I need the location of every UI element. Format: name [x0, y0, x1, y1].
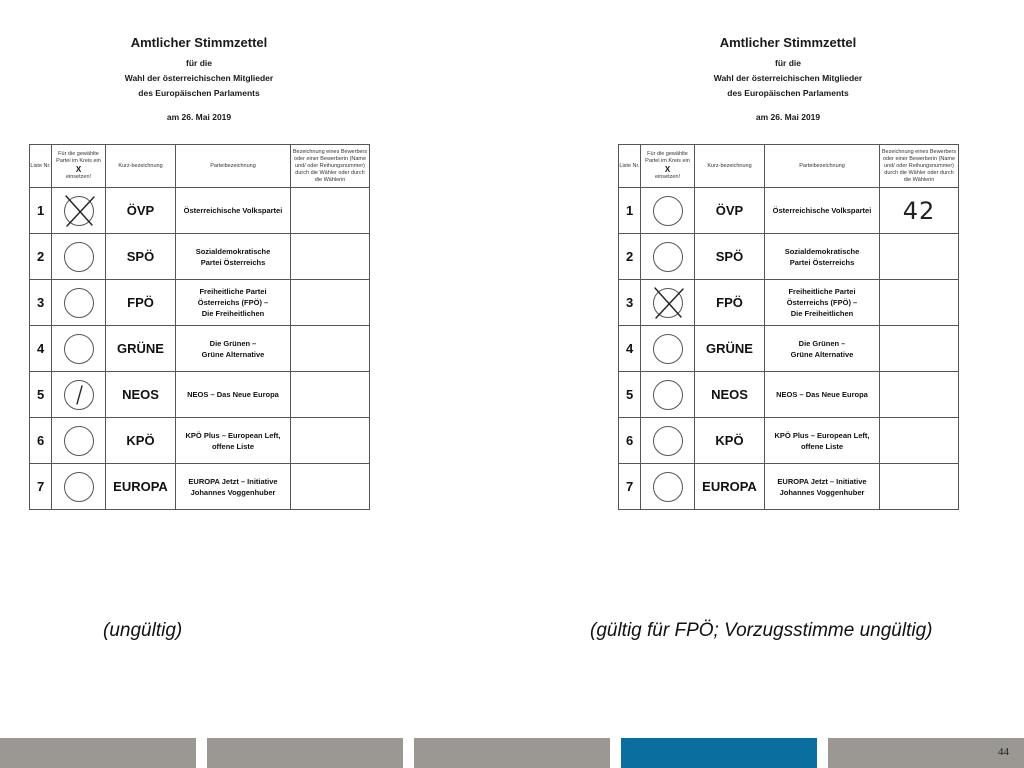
- vote-circle[interactable]: [653, 472, 683, 502]
- party-name-line: Partei Österreichs: [200, 257, 266, 267]
- ballot-rows: [619, 188, 959, 510]
- preference-vote-cell[interactable]: [880, 418, 959, 464]
- col-header-mark-text: Für die gewählte Partei im Kreis ein: [645, 151, 690, 164]
- vote-cell: [641, 372, 695, 418]
- vote-circle[interactable]: [653, 242, 683, 272]
- vote-cell: [52, 234, 106, 280]
- party-name-line: Sozialdemokratische: [784, 246, 860, 256]
- ballot-table: [29, 144, 370, 510]
- col-header-preference: Bezeichnung eines Bewerbers oder einer Bewerberin (Name und/ oder Reihungsnummer) durch die Wähler oder durch die Wählerin: [291, 145, 370, 188]
- party-short-name: ÖVP: [695, 188, 765, 234]
- list-number: 6: [30, 418, 52, 464]
- circle-icon: [64, 472, 94, 502]
- party-name-line: Die Grünen –: [209, 338, 257, 348]
- party-full-name: [765, 188, 880, 234]
- col-header-mark: [641, 145, 695, 188]
- list-number: 2: [619, 234, 641, 280]
- party-name-line: EUROPA Jetzt – Initiative: [777, 476, 867, 486]
- preference-vote-cell[interactable]: [291, 280, 370, 326]
- vote-circle[interactable]: [653, 288, 683, 318]
- party-full-name: [176, 188, 291, 234]
- party-full-name: [176, 418, 291, 464]
- preference-vote-cell[interactable]: [291, 234, 370, 280]
- ballot-invalid: [29, 30, 369, 497]
- circle-icon: [653, 334, 683, 364]
- ballot-valid: [618, 30, 958, 497]
- preference-vote-cell[interactable]: [291, 418, 370, 464]
- col-header-mark-x: X: [664, 165, 671, 174]
- vote-cell: [641, 326, 695, 372]
- ballot-date: am 26. Mai 2019: [166, 112, 232, 122]
- list-number: 7: [30, 464, 52, 510]
- footer-segment: [207, 738, 403, 768]
- preference-vote-cell[interactable]: [880, 234, 959, 280]
- party-short-name: GRÜNE: [106, 326, 176, 372]
- party-row: [30, 326, 370, 372]
- party-short-name: FPÖ: [695, 280, 765, 326]
- party-name-line: Freiheitliche Partei: [199, 287, 267, 296]
- preference-vote-cell[interactable]: [291, 464, 370, 510]
- vote-cell: [52, 372, 106, 418]
- party-full-name: [765, 372, 880, 418]
- party-name-line: KPÖ Plus – European Left,: [774, 430, 870, 440]
- preference-vote-cell[interactable]: [291, 188, 370, 234]
- footer-segment: [414, 738, 610, 768]
- list-number: 3: [619, 280, 641, 326]
- list-number: 4: [619, 326, 641, 372]
- vote-cell: [52, 326, 106, 372]
- party-row: [619, 418, 959, 464]
- party-full-name: [176, 326, 291, 372]
- ballot-title: Amtlicher Stimmzettel: [130, 35, 268, 50]
- list-number: 5: [30, 372, 52, 418]
- list-number: 7: [619, 464, 641, 510]
- party-name-line: Partei Österreichs: [789, 257, 855, 267]
- ballot-header: [29, 30, 369, 127]
- list-number: 6: [619, 418, 641, 464]
- col-header-list-no: Liste Nr.: [619, 145, 641, 188]
- party-name-line: Grüne Alternative: [790, 349, 854, 359]
- party-row: [619, 234, 959, 280]
- col-header-short: Kurz-bezeichnung: [695, 145, 765, 188]
- footer-segment: [0, 738, 196, 768]
- party-row: [30, 418, 370, 464]
- party-name-line: Grüne Alternative: [201, 349, 265, 359]
- circle-icon: [653, 242, 683, 272]
- party-row: [30, 372, 370, 418]
- list-number: 1: [30, 188, 52, 234]
- vote-cell: [52, 280, 106, 326]
- circle-icon: [64, 288, 94, 318]
- ballot-table: [618, 144, 959, 510]
- vote-circle[interactable]: [653, 380, 683, 410]
- party-full-name: [765, 234, 880, 280]
- party-name-line: Freiheitliche Partei: [788, 287, 856, 296]
- circle-icon: [653, 426, 683, 456]
- col-header-preference: Bezeichnung eines Bewerbers oder einer Bewerberin (Name und/ oder Reihungsnummer) durch die Wähler oder durch die Wählerin: [880, 145, 959, 188]
- circle-icon: [64, 426, 94, 456]
- vote-cell: [52, 464, 106, 510]
- ballot-subtitle-line: für die: [186, 58, 212, 68]
- list-number: 2: [30, 234, 52, 280]
- ballot-subtitle-line: des Europäischen Parlaments: [727, 88, 849, 98]
- party-row: [30, 234, 370, 280]
- party-full-name: [176, 280, 291, 326]
- stroke-mark-icon: [58, 374, 100, 416]
- cross-mark-icon: [58, 190, 100, 232]
- party-name-line: EUROPA Jetzt – Initiative: [188, 476, 278, 486]
- ballot-subtitle-line: des Europäischen Parlaments: [138, 88, 260, 98]
- col-header-short: Kurz-bezeichnung: [106, 145, 176, 188]
- party-name-line: offene Liste: [211, 441, 255, 451]
- col-header-list-no: Liste Nr.: [30, 145, 52, 188]
- vote-cell: [52, 188, 106, 234]
- party-name-line: Österreichische Volkspartei: [183, 206, 283, 215]
- party-full-name: [176, 234, 291, 280]
- party-name-line: KPÖ Plus – European Left,: [185, 430, 281, 440]
- party-name-line: Österreichs (FPÖ) –: [786, 298, 858, 307]
- party-short-name: NEOS: [106, 372, 176, 418]
- party-row: [30, 464, 370, 510]
- party-full-name: [176, 372, 291, 418]
- caption-valid: (gültig für FPÖ; Vorzugsstimme ungültig): [590, 620, 933, 641]
- caption-invalid: (ungültig): [103, 620, 183, 641]
- preference-vote-cell[interactable]: [880, 188, 959, 234]
- page-number: 44: [998, 746, 1009, 758]
- party-row: [619, 372, 959, 418]
- preference-vote-cell[interactable]: [880, 326, 959, 372]
- vote-cell: [641, 418, 695, 464]
- party-short-name: EUROPA: [695, 464, 765, 510]
- preference-vote-cell[interactable]: [291, 326, 370, 372]
- party-short-name: FPÖ: [106, 280, 176, 326]
- circle-icon: [653, 472, 683, 502]
- vote-circle[interactable]: [64, 242, 94, 272]
- preference-vote-cell[interactable]: [291, 372, 370, 418]
- col-header-mark-suffix: einsetzen!: [654, 174, 681, 180]
- preference-vote-cell[interactable]: [880, 280, 959, 326]
- col-header-mark-text: Für die gewählte Partei im Kreis ein: [56, 151, 101, 164]
- party-full-name: [765, 280, 880, 326]
- vote-cell: [52, 418, 106, 464]
- ballot-subtitle-line: für die: [775, 58, 801, 68]
- party-name-line: Österreichs (FPÖ) –: [197, 298, 269, 307]
- cross-mark-icon: [647, 282, 689, 324]
- list-number: 1: [619, 188, 641, 234]
- preference-vote-cell[interactable]: [880, 464, 959, 510]
- col-header-mark-x: X: [75, 165, 82, 174]
- party-name-line: Die Freiheitlichen: [201, 309, 265, 318]
- party-short-name: SPÖ: [695, 234, 765, 280]
- vote-circle[interactable]: [64, 426, 94, 456]
- party-short-name: KPÖ: [106, 418, 176, 464]
- vote-circle[interactable]: [64, 288, 94, 318]
- col-header-party: Parteibezeichnung: [765, 145, 880, 188]
- party-short-name: ÖVP: [106, 188, 176, 234]
- col-header-mark: [52, 145, 106, 188]
- vote-circle[interactable]: [64, 196, 94, 226]
- party-name-line: Österreichische Volkspartei: [772, 206, 872, 215]
- party-row: [30, 280, 370, 326]
- party-row: [619, 464, 959, 510]
- ballot-rows: [30, 188, 370, 510]
- party-name-line: Sozialdemokratische: [195, 246, 271, 256]
- party-name-line: offene Liste: [800, 441, 844, 451]
- vote-circle[interactable]: [64, 380, 94, 410]
- party-name-line: Johannes Voggenhuber: [779, 487, 865, 497]
- party-short-name: GRÜNE: [695, 326, 765, 372]
- circle-icon: [64, 242, 94, 272]
- col-header-mark-suffix: einsetzen!: [65, 174, 92, 180]
- ballot-title: Amtlicher Stimmzettel: [719, 35, 857, 50]
- footer-segment: [828, 738, 1024, 768]
- footer-segment-active: [621, 738, 817, 768]
- vote-circle[interactable]: [64, 472, 94, 502]
- ballot-subtitle-line: Wahl der österreichischen Mitglieder: [713, 73, 863, 83]
- col-header-party: Parteibezeichnung: [176, 145, 291, 188]
- vote-cell: [641, 464, 695, 510]
- party-name-line: NEOS – Das Neue Europa: [187, 390, 279, 399]
- vote-circle[interactable]: [653, 196, 683, 226]
- vote-circle[interactable]: [653, 334, 683, 364]
- circle-icon: [653, 380, 683, 410]
- ballot-date: am 26. Mai 2019: [755, 112, 821, 122]
- party-row: [619, 280, 959, 326]
- party-name-line: Die Freiheitlichen: [790, 309, 854, 318]
- party-row: [30, 188, 370, 234]
- ballot-header: [618, 30, 958, 127]
- list-number: 5: [619, 372, 641, 418]
- party-name-line: Die Grünen –: [798, 338, 846, 348]
- party-full-name: [765, 326, 880, 372]
- party-short-name: NEOS: [695, 372, 765, 418]
- circle-icon: [64, 334, 94, 364]
- party-short-name: KPÖ: [695, 418, 765, 464]
- party-row: [619, 188, 959, 234]
- vote-cell: [641, 280, 695, 326]
- ballot-subtitle-line: Wahl der österreichischen Mitglieder: [124, 73, 274, 83]
- vote-circle[interactable]: [64, 334, 94, 364]
- party-full-name: [765, 464, 880, 510]
- party-short-name: SPÖ: [106, 234, 176, 280]
- party-name-line: Johannes Voggenhuber: [190, 487, 276, 497]
- circle-icon: [653, 196, 683, 226]
- party-full-name: [765, 418, 880, 464]
- party-full-name: [176, 464, 291, 510]
- vote-cell: [641, 188, 695, 234]
- preference-vote-cell[interactable]: [880, 372, 959, 418]
- vote-cell: [641, 234, 695, 280]
- vote-circle[interactable]: [653, 426, 683, 456]
- party-short-name: EUROPA: [106, 464, 176, 510]
- party-name-line: NEOS – Das Neue Europa: [776, 390, 868, 399]
- party-row: [619, 326, 959, 372]
- preference-vote-text: 42: [902, 196, 936, 225]
- list-number: 3: [30, 280, 52, 326]
- list-number: 4: [30, 326, 52, 372]
